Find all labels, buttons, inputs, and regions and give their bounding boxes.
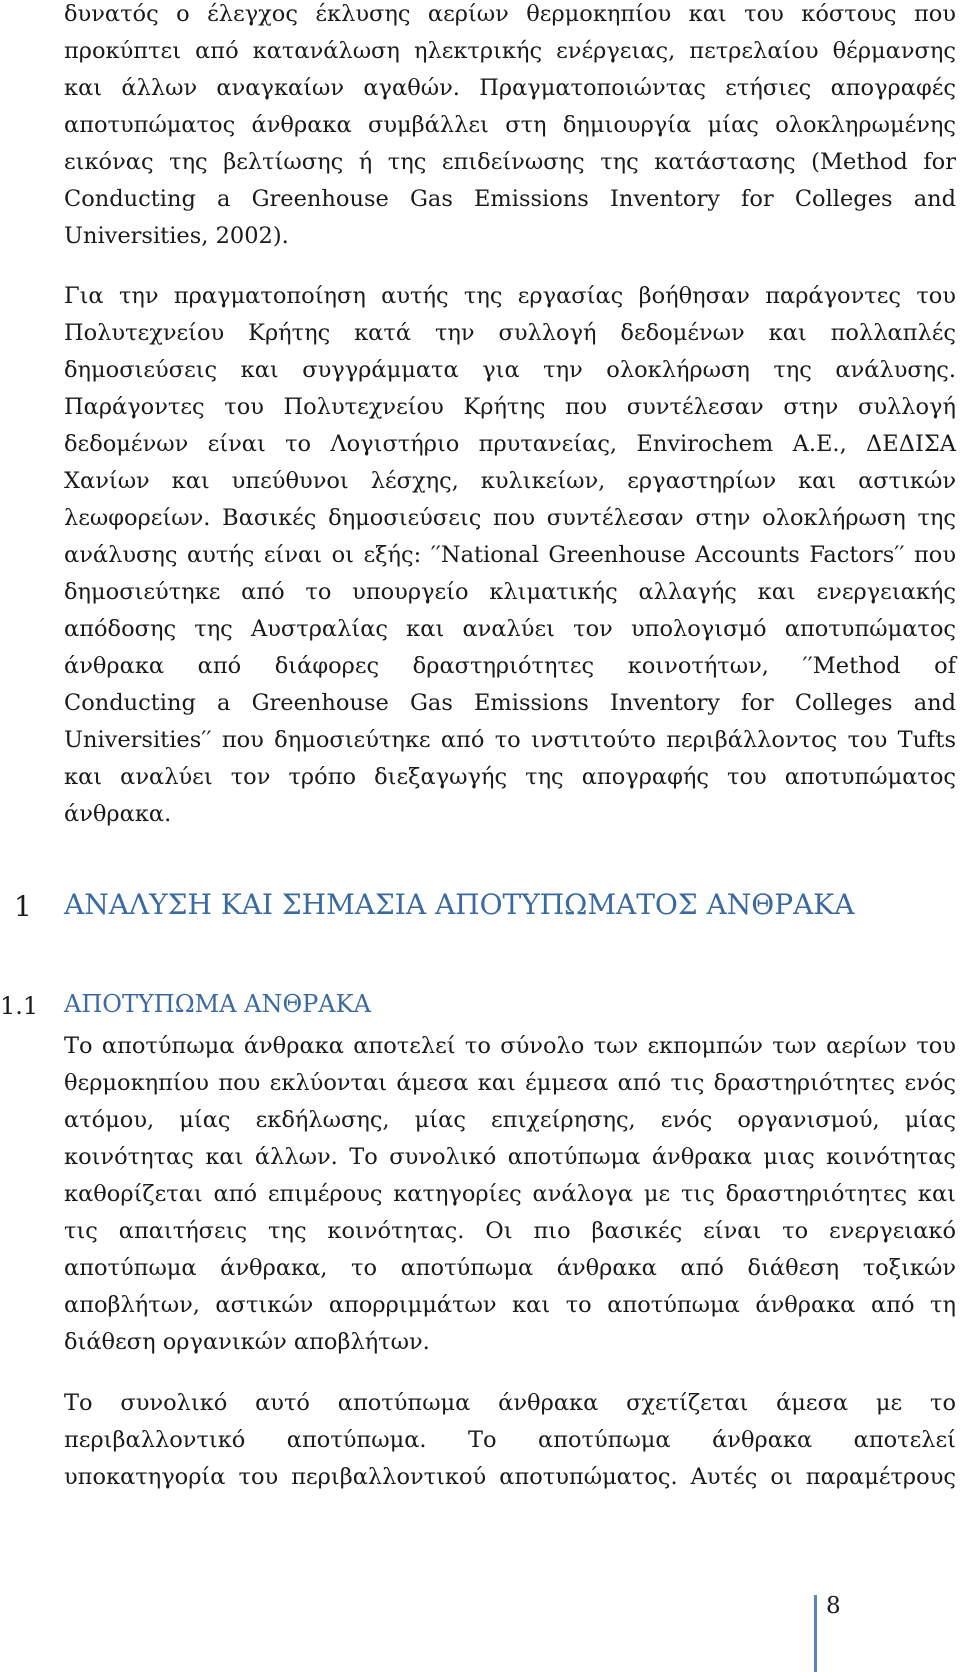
- paragraph-2-line: και αναλύει τον τρόπο διεξαγωγής της απογραφής του αποτυπώματος: [64, 764, 956, 790]
- subsection-number: 1.1: [0, 992, 39, 1020]
- paragraph-4-line: υποκατηγορία του περιβαλλοντικού αποτυπώματος. Αυτές οι παραμέτρους: [64, 1464, 956, 1490]
- paragraph-3-line: ατόμου, μίας εκδήλωσης, μίας επιχείρησης, ενός οργανισμού, μίας: [64, 1107, 956, 1133]
- paragraph-1-line: και άλλων αναγκαίων αγαθών. Πραγματοποιώντας ετήσιες απογραφές: [64, 75, 956, 101]
- paragraph-3: [64, 1028, 956, 1361]
- paragraph-2-line: Για την πραγματοποίηση αυτής της εργασίας βοήθησαν παράγοντες του: [64, 283, 956, 309]
- paragraph-2-line: δημοσιεύτηκε από το υπουργείο κλιματικής αλλαγής και ενεργειακής: [64, 579, 956, 605]
- paragraph-2-line: Χανίων και υπεύθυνοι λέσχης, κυλικείων, εργαστηρίων και αστικών: [64, 468, 956, 494]
- paragraph-3-line: τις απαιτήσεις της κοινότητας. Οι πιο βασικές είναι το ενεργειακό: [64, 1218, 956, 1244]
- paragraph-1: [64, 0, 956, 255]
- paragraph-4-line: Το συνολικό αυτό αποτύπωμα άνθρακα σχετίζεται άμεσα με το: [64, 1390, 956, 1416]
- paragraph-4: [64, 1385, 956, 1496]
- page-number-rule: [814, 1595, 817, 1672]
- paragraph-2-line: Παράγοντες του Πολυτεχνείου Κρήτης που συντέλεσαν στην συλλογή: [64, 394, 956, 420]
- paragraph-4-line: περιβαλλοντικό αποτύπωμα. Το αποτύπωμα άνθρακα αποτελεί: [64, 1427, 956, 1453]
- paragraph-2-line: δεδομένων είναι το Λογιστήριο πρυτανείας, Envirochem Α.Ε., ΔΕΔΙΣΑ: [64, 431, 956, 457]
- paragraph-3-line: αποβλήτων, αστικών απορριμμάτων και το αποτύπωμα άνθρακα από τη: [64, 1292, 956, 1318]
- paragraph-1-line: Universities, 2002).: [64, 223, 289, 249]
- paragraph-2-line: Conducting a Greenhouse Gas Emissions Inventory for Colleges and: [64, 690, 956, 716]
- paragraph-3-line: αποτύπωμα άνθρακα, το αποτύπωμα άνθρακα από διάθεση τοξικών: [64, 1255, 956, 1281]
- paragraph-3-line: κοινότητας και άλλων. Το συνολικό αποτύπωμα άνθρακα μιας κοινότητας: [64, 1144, 956, 1170]
- paragraph-2-line: λεωφορείων. Βασικές δημοσιεύσεις που συντέλεσαν στην ολοκλήρωση της: [64, 505, 956, 531]
- paragraph-3-line: θερμοκηπίου που εκλύονται άμεσα και έμμεσα από τις δραστηριότητες ενός: [64, 1070, 956, 1096]
- paragraph-2-line: ανάλυσης αυτής είναι οι εξής: ′′National Greenhouse Accounts Factors′′ που: [64, 542, 956, 568]
- page-number: 8: [826, 1593, 841, 1619]
- paragraph-1-line: αποτυπώματος άνθρακα συμβάλλει στη δημιουργία μίας ολοκληρωμένης: [64, 112, 956, 138]
- paragraph-3-line: Το αποτύπωμα άνθρακα αποτελεί το σύνολο των εκπομπών των αερίων του: [64, 1033, 956, 1059]
- paragraph-2-line: δημοσιεύσεις και συγγράμματα για την ολοκλήρωση της ανάλυσης.: [64, 357, 956, 383]
- paragraph-1-line: προκύπτει από κατανάλωση ηλεκτρικής ενέργειας, πετρελαίου θέρμανσης: [64, 38, 956, 64]
- section-number: 1: [14, 890, 32, 923]
- paragraph-2-line: Πολυτεχνείου Κρήτης κατά την συλλογή δεδομένων και πολλαπλές: [64, 320, 956, 346]
- section-heading: ΑΝΑΛΥΣΗ ΚΑΙ ΣΗΜΑΣΙΑ ΑΠΟΤΥΠΩΜΑΤΟΣ ΑΝΘΡΑΚΑ: [64, 888, 855, 921]
- paragraph-2-line: άνθρακα.: [64, 801, 172, 827]
- paragraph-3-line: καθορίζεται από επιμέρους κατηγορίες ανάλογα με τις δραστηριότητες και: [64, 1181, 956, 1207]
- paragraph-1-line: δυνατός ο έλεγχος έκλυσης αερίων θερμοκηπίου και του κόστους που: [64, 1, 956, 27]
- paragraph-2: [64, 278, 956, 833]
- paragraph-1-line: εικόνας της βελτίωσης ή της επιδείνωσης της κατάστασης (Method for: [64, 149, 956, 175]
- subsection-heading: ΑΠΟΤΥΠΩΜΑ ΑΝΘΡΑΚΑ: [64, 990, 371, 1018]
- paragraph-2-line: απόδοσης της Αυστραλίας και αναλύει τον υπολογισμό αποτυπώματος: [64, 616, 956, 642]
- paragraph-3-line: διάθεση οργανικών αποβλήτων.: [64, 1329, 430, 1355]
- paragraph-2-line: Universities′′ που δημοσιεύτηκε από το ινστιτούτο περιβάλλοντος του Tufts: [64, 727, 956, 753]
- paragraph-2-line: άνθρακα από διάφορες δραστηριότητες κοινοτήτων, ′′Method of: [64, 653, 956, 679]
- paragraph-1-line: Conducting a Greenhouse Gas Emissions Inventory for Colleges and: [64, 186, 956, 212]
